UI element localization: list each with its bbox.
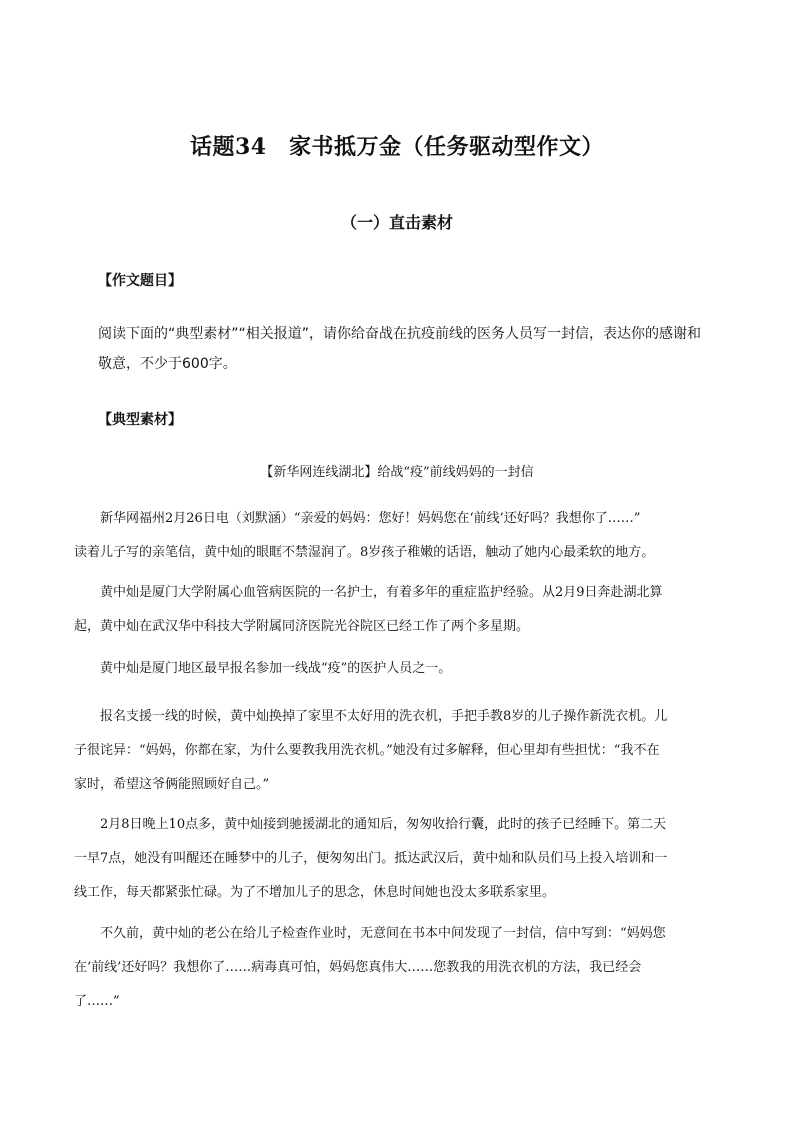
- paragraph: [74, 652, 724, 686]
- material-label: 【典型素材】: [98, 412, 182, 428]
- section-heading: （一）直击素材: [340, 213, 453, 232]
- paragraph-line: 黄中灿是厦门大学附属心血管病医院的一名护士，有着多年的重症监护经验。从2月9日奔赴湖北算: [74, 585, 663, 600]
- paragraph-line: 一早7点，她没有叫醒还在睡梦中的儿子，便匆匆出门。抵达武汉后，黄中灿和队员们马上投入培训和一: [74, 851, 668, 866]
- paragraph: [74, 808, 724, 910]
- paragraph-line: 2月8日晚上10点多，黄中灿接到驰援湖北的通知后，匆匆收拾行囊，此时的孩子已经睡下。第二天: [74, 817, 667, 832]
- article-title: 【新华网连线湖北】给战“疫”前线妈妈的一封信: [260, 465, 534, 480]
- paragraph-line: 读着儿子写的亲笔信，黄中灿的眼眶不禁湿润了。8岁孩子稚嫩的话语，触动了她内心最柔软的地方。: [74, 545, 655, 560]
- task-line: 阅读下面的“典型素材”“相关报道”，请你给奋战在抗疫前线的医务人员写一封信，表达你的感谢和: [98, 326, 702, 342]
- page-title: 话题34 家书抵万金（任务驱动型作文）: [189, 134, 605, 160]
- paragraph-line: 在‘前线’还好吗？我想你了……病毒真可怕，妈妈您真伟大……您教我的用洗衣机的方法，我已经会: [74, 960, 642, 975]
- paragraph-line: 新华网福州2月26日电（刘默涵）“亲爱的妈妈：您好！妈妈您在‘前线’还好吗？我想你了……”: [74, 511, 641, 526]
- paragraph-line: 线工作，每天都紧张忙碌。为了不增加儿子的思念，休息时间她也没太多联系家里。: [74, 885, 556, 900]
- paragraph: [74, 917, 724, 1019]
- paragraph-line: 起，黄中灿在武汉华中科技大学附属同济医院光谷院区已经工作了两个多星期。: [74, 619, 530, 634]
- paragraph-line: 黄中灿是厦门地区最早报名参加一线战“疫”的医护人员之一。: [74, 661, 452, 676]
- task-line: 敬意，不少于600字。: [98, 356, 237, 372]
- paragraph-line: 家时，希望这爷俩能照顾好自己。”: [74, 777, 270, 792]
- paragraph-line: 报名支援一线的时候，黄中灿换掉了家里不太好用的洗衣机，手把手教8岁的儿子操作新洗衣机。儿: [74, 709, 668, 724]
- paragraph: [74, 576, 724, 644]
- paragraph: [74, 502, 724, 570]
- task-label: 【作文题目】: [98, 273, 182, 289]
- paragraph-line: 了……”: [74, 994, 120, 1009]
- task-prompt: [98, 319, 728, 379]
- paragraph: [74, 700, 724, 802]
- paragraph-line: 不久前，黄中灿的老公在给儿子检查作业时，无意间在书本中间发现了一封信，信中写到：“妈妈您: [74, 926, 666, 941]
- paragraph-line: 子很诧异：“妈妈，你都在家，为什么要教我用洗衣机。”她没有过多解释，但心里却有些担忧：“我不在: [74, 743, 660, 758]
